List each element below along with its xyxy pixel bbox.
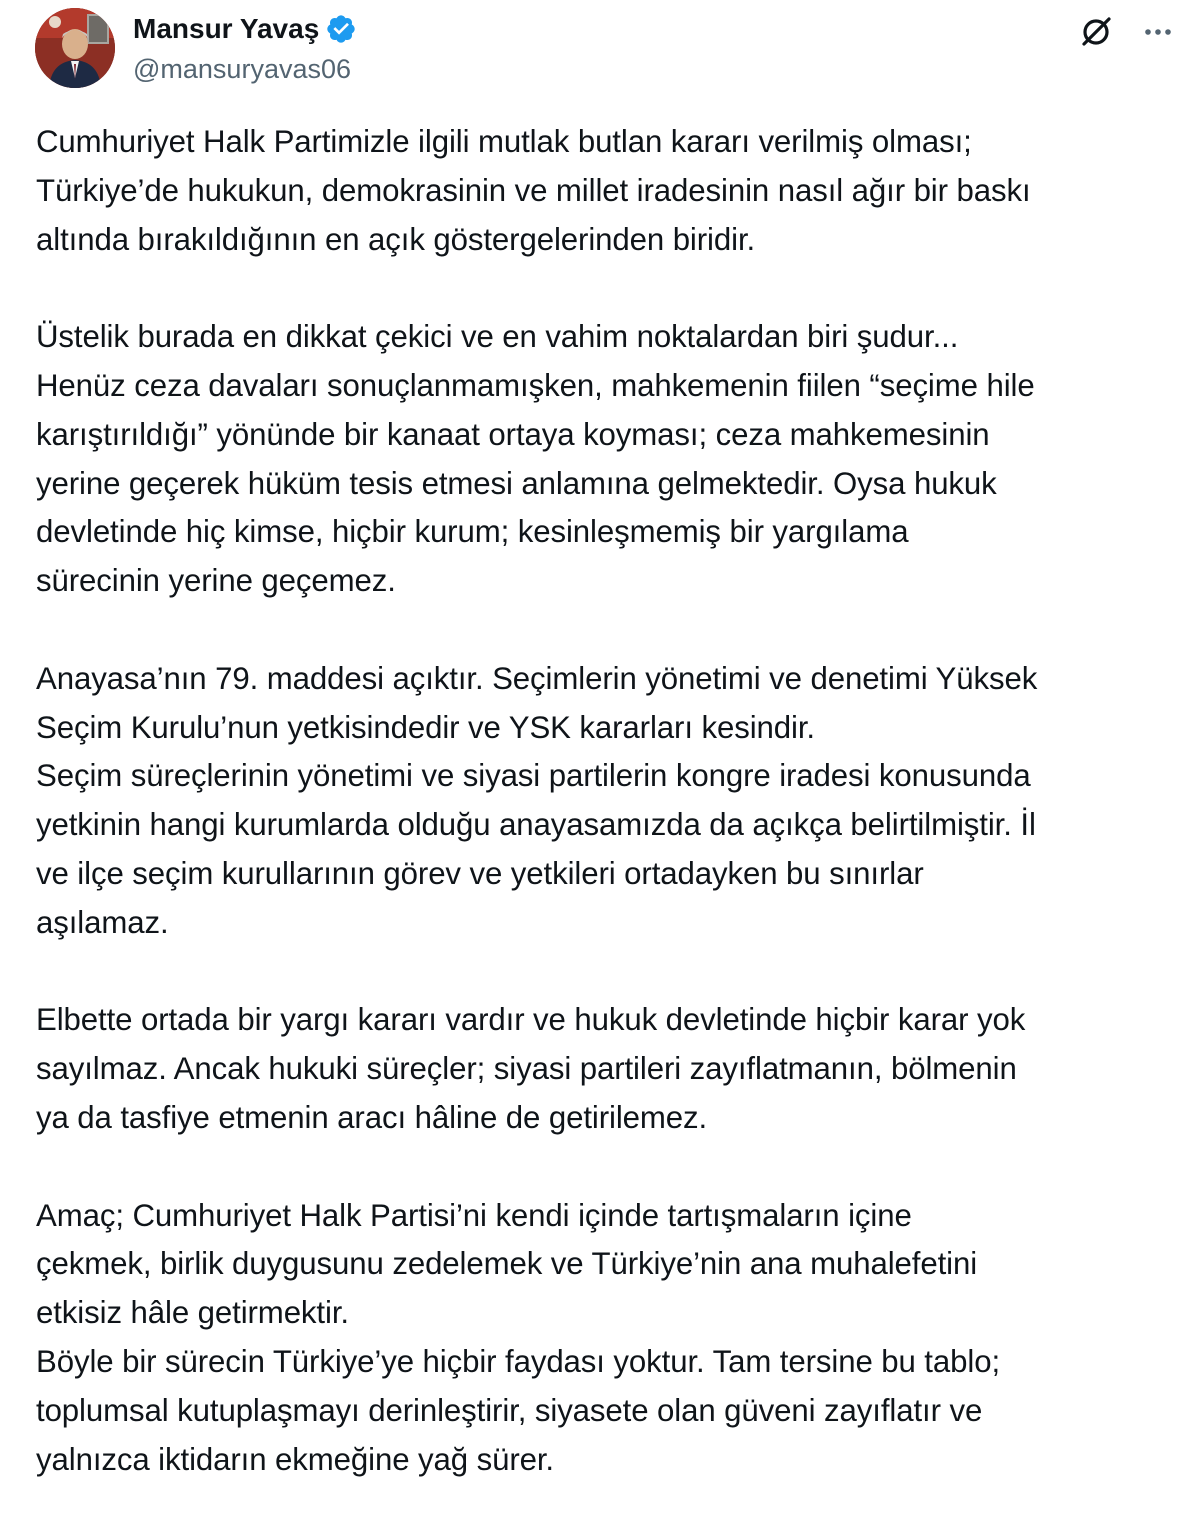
author-name[interactable]: Mansur Yavaş <box>133 13 320 44</box>
text-line: etkisiz hâle getirmektir. <box>36 1295 349 1331</box>
text-line: yetkinin hangi kurumlarda olduğu anayasamızda da açıkça belirtilmiştir. İl <box>36 807 1036 843</box>
avatar-image <box>35 8 115 88</box>
text-line: Anayasa’nın 79. maddesi açıktır. Seçimlerin yönetimi ve denetimi Yüksek <box>36 660 1038 696</box>
text-line: ya da tasfiye etmenin aracı hâline de getirilemez. <box>36 1099 708 1135</box>
text-line: devletinde hiç kimse, hiçbir kurum; kesinleşmemiş bir yargılama <box>36 514 909 550</box>
grok-icon[interactable] <box>1076 12 1116 52</box>
tweet-actions <box>1076 12 1178 52</box>
text-line: Henüz ceza davaları sonuçlanmamışken, mahkemenin fiilen “seçime hile <box>36 367 1035 403</box>
text-line: aşılamaz. <box>36 904 169 940</box>
text-line: toplumsal kutuplaşmayı derinleştirir, siyasete olan güveni zayıflatır ve <box>36 1392 983 1428</box>
text-line: Amaç; Cumhuriyet Halk Partisi’ni kendi içinde tartışmaların içine <box>36 1197 912 1233</box>
text-line: sayılmaz. Ancak hukuki süreçler; siyasi partileri zayıflatmanın, bölmenin <box>36 1051 1017 1087</box>
text-line: altında bırakıldığının en açık göstergelerinden biridir. <box>36 221 756 257</box>
avatar[interactable] <box>35 8 115 88</box>
text-line: ve ilçe seçim kurullarının görev ve yetkileri ortadayken bu sınırlar <box>36 855 924 891</box>
paragraph <box>36 118 1196 264</box>
text-line: yerine geçerek hüküm tesis etmesi anlamına gelmektedir. Oysa hukuk <box>36 465 997 501</box>
author-info <box>133 10 933 88</box>
paragraph <box>36 655 1196 948</box>
author-handle[interactable]: @mansuryavas06 <box>133 54 352 84</box>
text-line: sürecinin yerine geçemez. <box>36 563 396 599</box>
text-line: Elbette ortada bir yargı kararı vardır ve hukuk devletinde hiçbir karar yok <box>36 1002 1026 1038</box>
verified-badge-icon[interactable] <box>325 13 357 45</box>
text-line: Böyle bir sürecin Türkiye’ye hiçbir faydası yoktur. Tam tersine bu tablo; <box>36 1343 1001 1379</box>
text-line: çekmek, birlik duygusunu zedelemek ve Türkiye’nin ana muhalefetini <box>36 1246 978 1282</box>
text-line: karıştırıldığı” yönünde bir kanaat ortaya koyması; ceza mahkemesinin <box>36 416 990 452</box>
paragraph <box>36 313 1196 606</box>
text-line: Seçim Kurulu’nun yetkisindedir ve YSK kararları kesindir. <box>36 709 815 745</box>
paragraph <box>36 1192 1196 1485</box>
text-line: Seçim süreçlerinin yönetimi ve siyasi partilerin kongre iradesi konusunda <box>36 758 1031 794</box>
name-row <box>133 10 933 48</box>
more-options-icon[interactable] <box>1138 12 1178 52</box>
text-line: Üstelik burada en dikkat çekici ve en vahim noktalardan biri şudur... <box>36 319 959 355</box>
tweet-text <box>36 118 1196 1484</box>
paragraph <box>36 996 1196 1142</box>
text-line: yalnızca iktidarın ekmeğine yağ sürer. <box>36 1441 554 1477</box>
text-line: Cumhuriyet Halk Partimizle ilgili mutlak butlan kararı verilmiş olması; <box>36 124 972 159</box>
text-line: Türkiye’de hukukun, demokrasinin ve millet iradesinin nasıl ağır bir baskı <box>36 172 1031 208</box>
